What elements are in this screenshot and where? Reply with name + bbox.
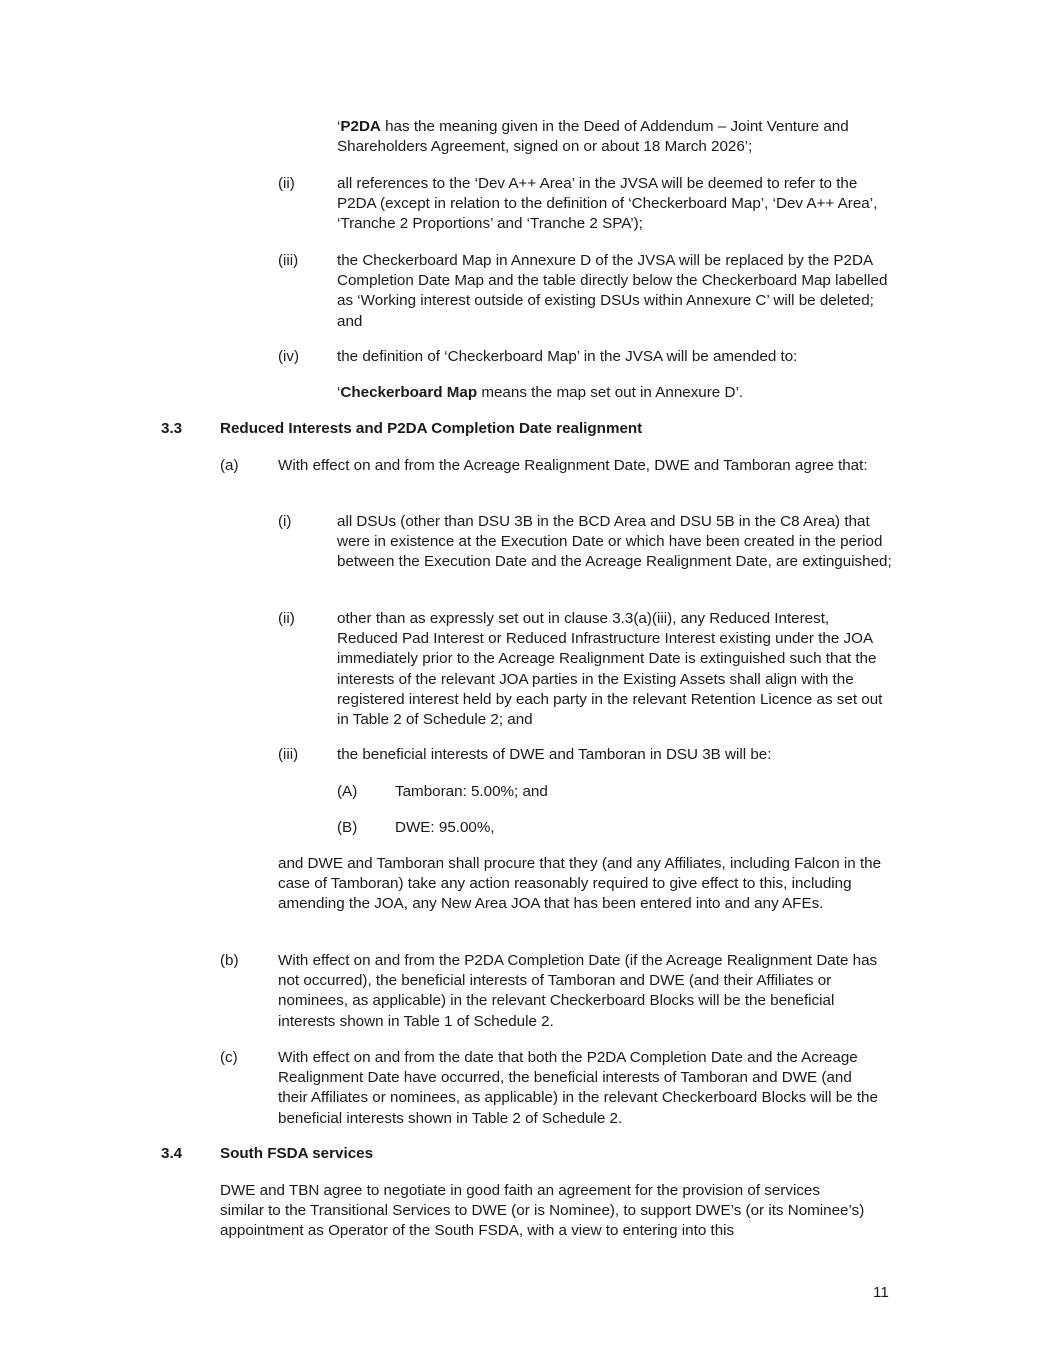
section-heading: Reduced Interests and P2DA Completion Date realignment xyxy=(220,420,643,437)
clause-tail-text: and DWE and Tamboran shall procure that they (and any Affiliates, including Falcon in the case of Tamboran) take any action reasonably required to give effect to this, including amending the JOA, any New Area JOA that has been entered into and any AFEs. xyxy=(278,855,882,913)
item-number: (iii) xyxy=(278,252,299,269)
clause-number: (c) xyxy=(220,1049,238,1066)
item-text: the definition of ‘Checkerboard Map’ in the JVSA will be amended to: xyxy=(337,348,798,365)
clause-text: With effect on and from the Acreage Realignment Date, DWE and Tamboran agree that: xyxy=(278,457,868,474)
subitem-text: DWE: 95.00%, xyxy=(395,819,495,836)
clause-text: With effect on and from the date that both the P2DA Completion Date and the Acreage Realignment Date have occurred, the beneficial interests of Tamboran and DWE (and their Affiliates or nominees, as applicable) in the relevant Checkerboard Blocks will be the beneficial interests shown in Table 2 of Schedule 2. xyxy=(278,1049,878,1127)
item-number: (iv) xyxy=(278,348,300,365)
page-number: 11 xyxy=(873,1284,889,1301)
subitem-text: Tamboran: 5.00%; and xyxy=(395,783,548,800)
subitem-number: (B) xyxy=(337,819,358,836)
clause-text: With effect on and from the P2DA Completion Date (if the Acreage Realignment Date has not occurred), the beneficial interests of Tamboran and DWE (and their Affiliates or nominees, as applicable) in the relevant Checkerboard Blocks will be the beneficial interests shown in Table 1 of Schedule 2. xyxy=(278,952,878,1030)
defined-term: Checkerboard Map xyxy=(340,384,478,401)
section-number: 3.3 xyxy=(161,420,183,437)
item-number: (iii) xyxy=(278,746,299,763)
item-text: all DSUs (other than DSU 3B in the BCD Area and DSU 5B in the C8 Area) that were in existence at the Execution Date or which have been created in the period between the Execution Date and the Acreage Realignment Date, are extinguished; xyxy=(337,513,892,571)
subitem-number: (A) xyxy=(337,783,358,800)
section-number: 3.4 xyxy=(161,1145,183,1162)
item-text: the Checkerboard Map in Annexure D of the JVSA will be replaced by the P2DA Completion Date Map and the table directly below the Checkerboard Map labelled as ‘Working interest outside of existing DSUs within Annexure C’ will be deleted; and xyxy=(337,252,888,330)
section-text: DWE and TBN agree to negotiate in good faith an agreement for the provision of services similar to the Transitional Services to DWE (or is Nominee), to support DWE’s (or its Nominee’s) appointment as Operator of the South FSDA, with a view to entering into this xyxy=(220,1182,865,1240)
item-number: (ii) xyxy=(278,175,295,192)
item-text: the beneficial interests of DWE and Tamboran in DSU 3B will be: xyxy=(337,746,772,763)
section-heading: South FSDA services xyxy=(220,1145,374,1162)
definition-p2da: ‘P2DA has the meaning given in the Deed of Addendum – Joint Venture and Shareholders Agreement, signed on or about 18 March 2026’; xyxy=(337,118,849,156)
definition-checkerboard-map: ‘Checkerboard Map means the map set out in Annexure D’. xyxy=(337,384,744,401)
item-text: other than as expressly set out in clause 3.3(a)(iii), any Reduced Interest, Reduced Pad Interest or Reduced Infrastructure Interest existing under the JOA immediately prior to the Acreage Realignment Date is extinguished such that the interests of the relevant JOA parties in the Existing Assets shall align with the registered interest held by each party in the relevant Retention Licence as set out in Table 2 of Schedule 2; and xyxy=(337,610,883,729)
defined-term: P2DA xyxy=(340,118,381,135)
item-number: (i) xyxy=(278,513,292,530)
clause-number: (a) xyxy=(220,457,239,474)
clause-number: (b) xyxy=(220,952,239,969)
item-text: all references to the ‘Dev A++ Area’ in the JVSA will be deemed to refer to the P2DA (except in relation to the definition of ‘Checkerboard Map’, ‘Dev A++ Area’, ‘Tranche 2 Proportions’ and ‘Tranche 2 SPA’); xyxy=(337,175,878,233)
item-number: (ii) xyxy=(278,610,295,627)
